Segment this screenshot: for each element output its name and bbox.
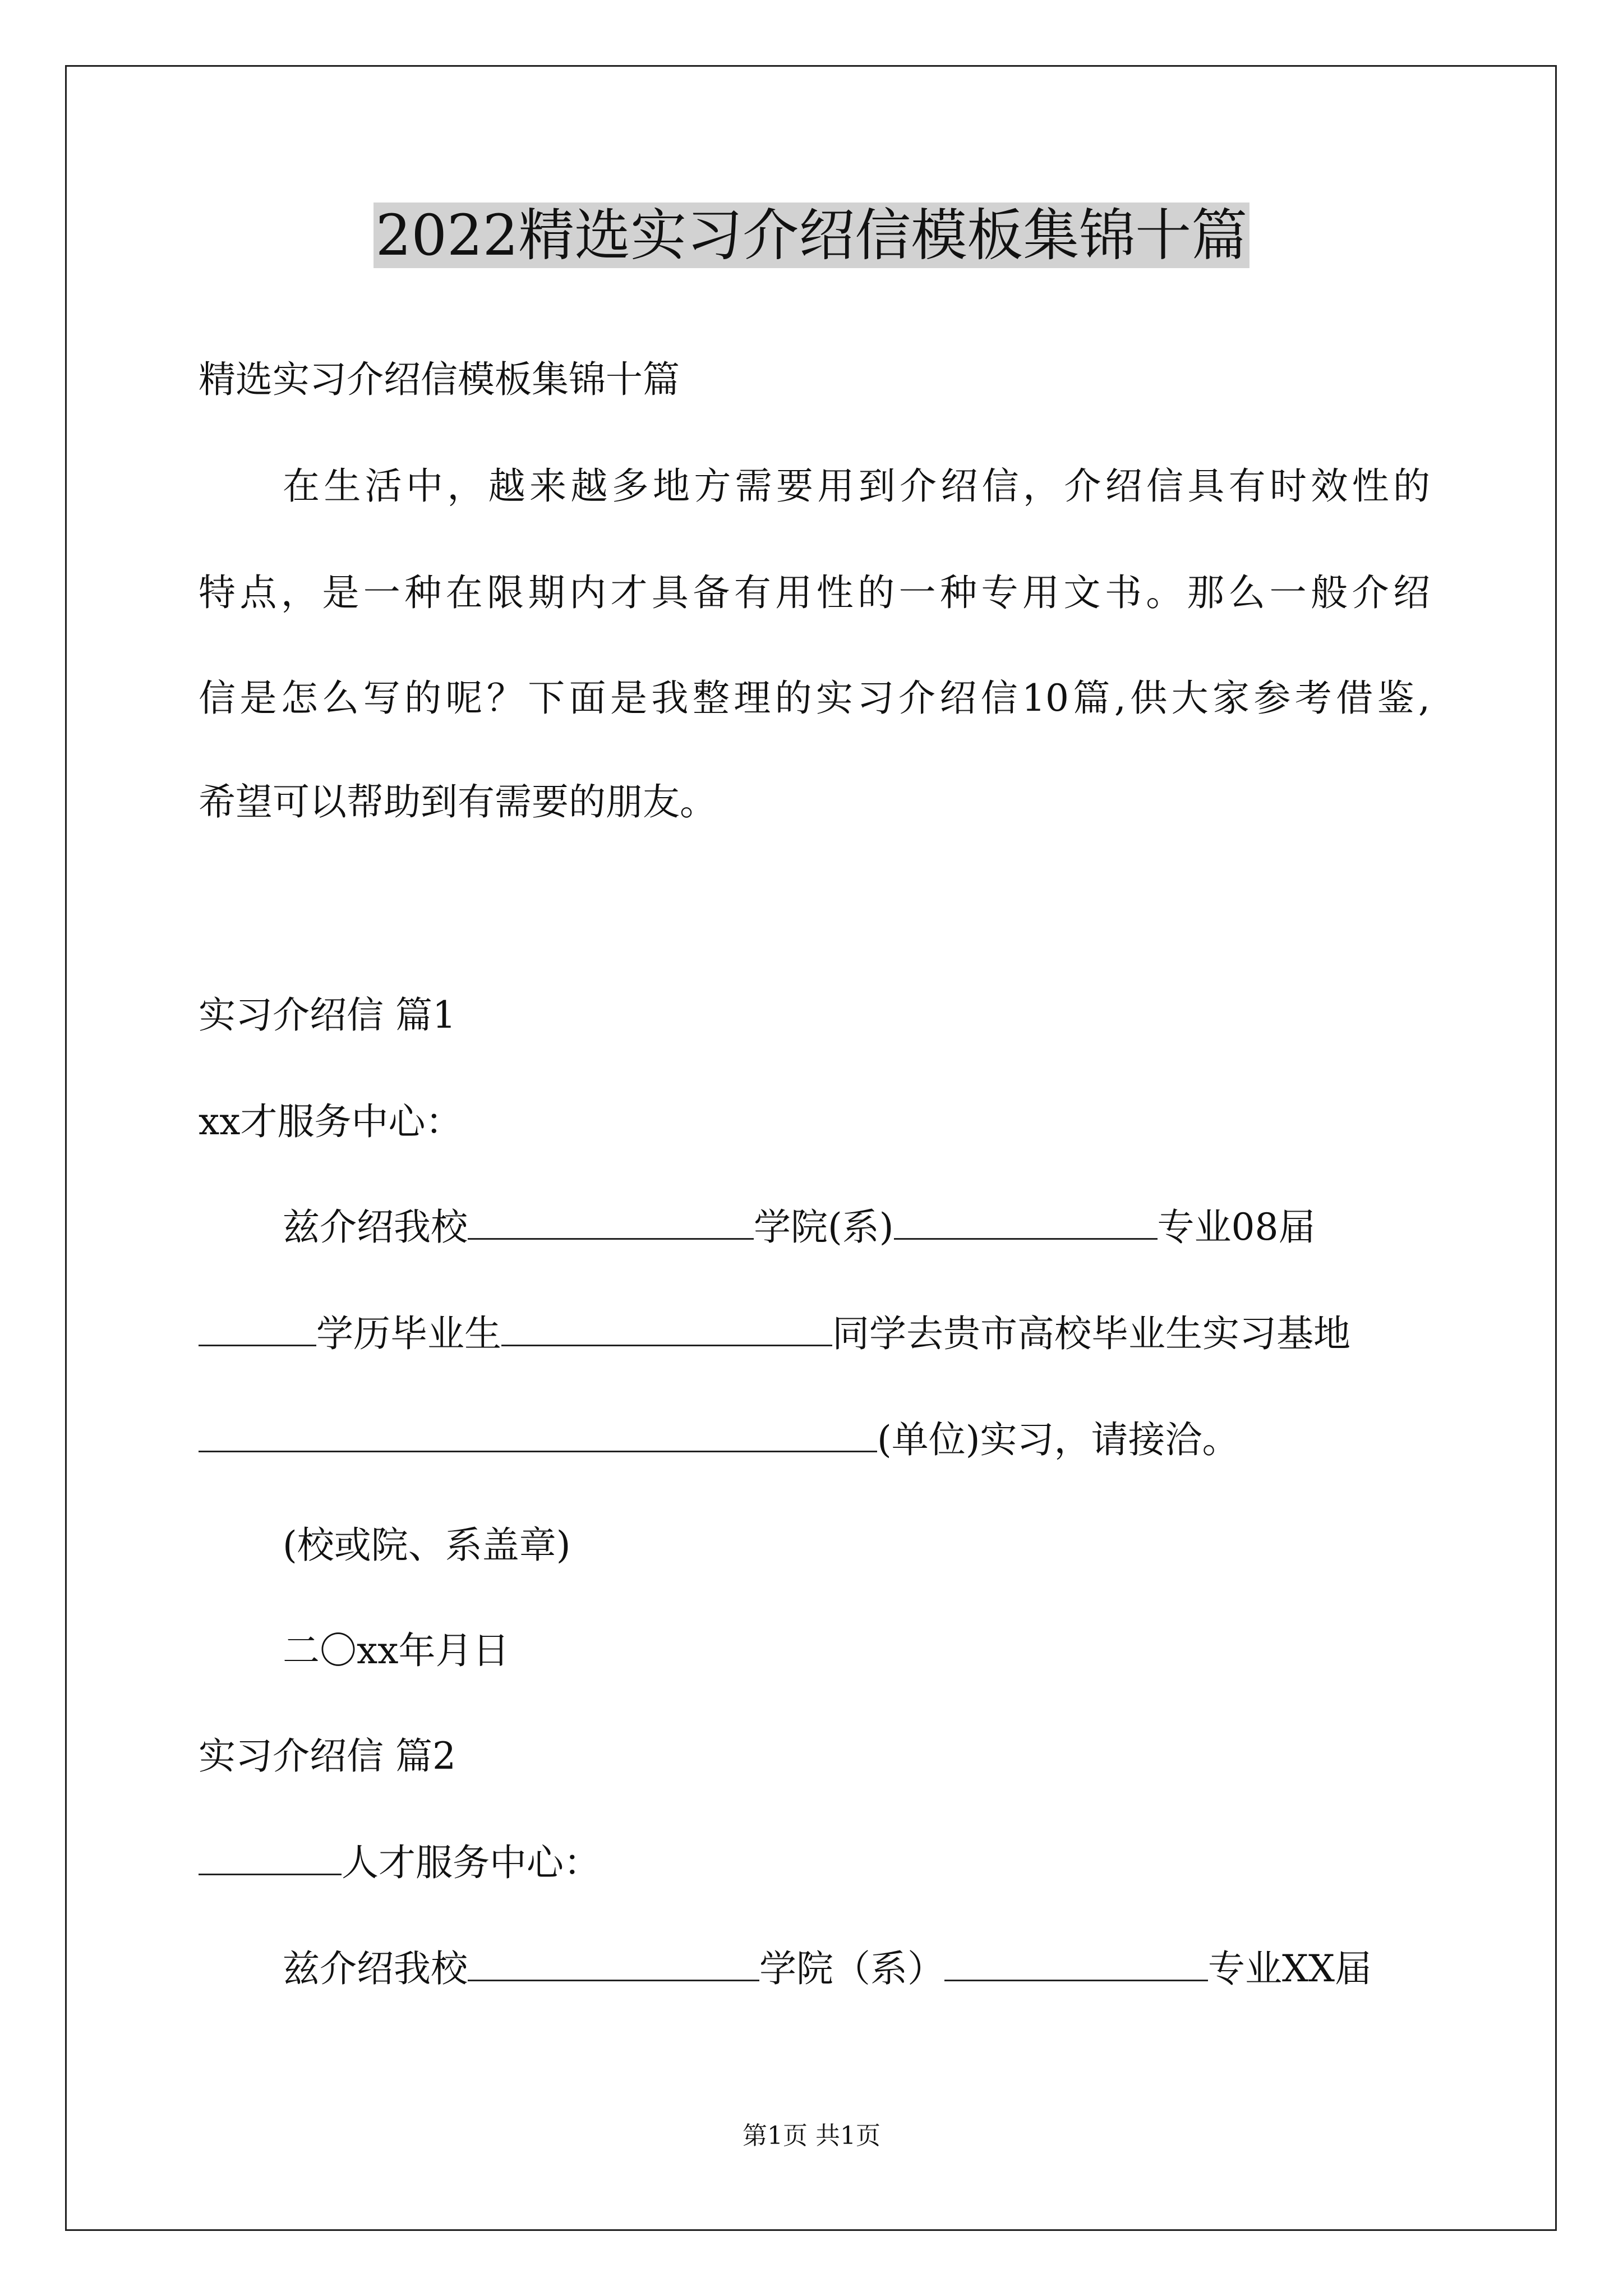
fill-in-blank [944,1946,1208,1981]
letter1-text: 同学去贵市高校毕业生实习基地 [832,1312,1350,1355]
fill-in-blank [468,1204,754,1240]
fill-in-blank [199,1311,316,1346]
letter1-text: 兹介绍我校 [283,1205,468,1249]
intro-paragraph-line-2: 特点，是一种在限期内才具备有用性的一种专用文书。那么一般介绍 [199,571,1430,614]
letter1-body-line-1 [283,1202,1430,1253]
letter1-recipient: xx才服务中心： [199,1100,463,1143]
fill-in-blank [468,1946,759,1981]
letter1-date: 二〇xx年月日 [283,1629,510,1672]
letter2-recipient: 人才服务中心： [342,1841,601,1884]
fill-in-blank [501,1311,832,1346]
intro-paragraph-line-4: 希望可以帮助到有需要的朋友。 [199,780,717,823]
fill-in-blank [894,1204,1158,1240]
letter1-body-line-2 [199,1309,1430,1359]
letter2-text: 专业XX届 [1208,1947,1372,1990]
letter1-body-line-3 [199,1415,1430,1465]
letter1-text: 学院(系) [754,1205,894,1249]
letter2-body-line-1 [283,1944,1430,1994]
letter2-text: 兹介绍我校 [283,1947,468,1990]
fill-in-blank [199,1417,877,1452]
page-footer: 第1页 共1页 [743,2122,880,2150]
letter2-heading: 实习介绍信 篇2 [199,1734,456,1778]
document-subtitle: 精选实习介绍信模板集锦十篇 [199,358,680,401]
letter1-seal-note: (校或院、系盖章) [283,1524,571,1567]
letter2-text: 学院（系） [759,1947,944,1990]
letter1-text: 专业08届 [1157,1205,1316,1249]
letter1-heading: 实习介绍信 篇1 [199,993,456,1037]
fill-in-blank [199,1840,342,1875]
intro-paragraph-line-1: 在生活中，越来越多地方需要用到介绍信，介绍信具有时效性的 [283,464,1430,508]
document-title: 2022精选实习介绍信模板集锦十篇 [0,196,1623,275]
letter2-recipient-line [199,1838,1430,1888]
intro-paragraph-line-3: 信是怎么写的呢？下面是我整理的实习介绍信10篇,供大家参考借鉴, [199,677,1430,720]
letter1-text: (单位)实习，请接洽。 [877,1418,1239,1461]
letter1-text: 学历毕业生 [316,1312,501,1355]
